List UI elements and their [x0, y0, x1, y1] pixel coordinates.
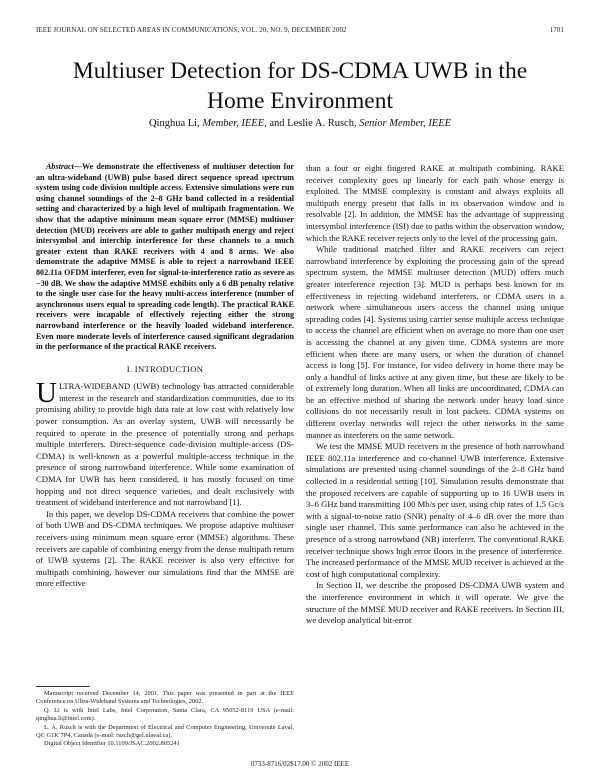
- section-number: I.: [126, 363, 133, 374]
- right-paragraph-2: While traditional matched filter and RAKE receivers can reject narrowband interference by exploiting the processing gain of the spread spectrum system, the MMSE multiuser detection (MUD) offers much greater interference rejection [3]. MUD is perhaps best known for its effectiveness in rejecting wideband interferers, or CDMA users in a network where simultaneous users access the channel using unique spreading codes [4]. Systems using carrier sense multiple access technique to access the channel are efficient when on average no more than one user is accessing the channel at any given time. CDMA systems are more efficient when there are many users, or when the duration of channel access is long [5]. For instance, for video delivery in home there may be only a handful of links active at any given time, but these are likely to be of extremely long duration. When all links are uncoordinated, CDMA can be an effective method of sharing the network under heavy load since collisions do not necessarily result in lost packets. CDMA systems on different overlay networks will reject the other networks in the same manner as interferers on the same network.: [306, 244, 564, 440]
- abstract-label: Abstract: [46, 162, 74, 171]
- title-line-2: Home Environment: [206, 88, 393, 114]
- intro-p1-text: (UWB) technology has attracted considerable interest in the research and standardization communities, due to its promising ability to provide high data rate at low cost with relatively low power consumption. As an overlay system, UWB will necessarily be required to operate in the presence of potentially strong and perhaps multiple interferers. Direct-sequence code-division multiple-access (DS-CDMA) is well-known as a powerful multiple-access technique in the presence of strong narrowband interference. While some examination of CDMA for UWB has been considered, it has mostly focused on time hopping and not direct sequence varieties, and dealt exclusively with treatment of wideband interference and not narrowband [1].: [36, 381, 294, 508]
- author-2: and Leslie A. Rusch,: [266, 118, 357, 129]
- abstract-text: —We demonstrate the effectiveness of multiuser detection for an ultra-wideband (UWB) pulse based direct sequence spread spectrum system using code division multiple access. Extensive simulations were run using channel soundings of the 2–8 GHz band collected in a residential setting and characterized by a high level of multipath fragmentation. We show that the adaptive minimum mean square error (MMSE) multiuser detection (MUD) receivers are able to gather multipath energy and reject intersymbol and interchip interference for these channels to a much greater extent than RAKE receivers with 4 and 8 arms. We also demonstrate the adaptive MMSE is able to reject a narrowband IEEE 802.11a OFDM interferer, even for signal-to-interference ratio as severe as −30 dB. We show the adaptive MMSE exhibits only a 6 dB penalty relative to the single user case for the heavy multi-access interference (number of asynchronous users equal to spreading code length). The practical RAKE receivers were incapable of effectively rejecting either the strong narrowband interference or the heavily loaded wideband interference. Even more moderate levels of interference caused significant degradation in the performance of the practical RAKE receivers.: [36, 162, 294, 352]
- intro-paragraph-1: [36, 377, 294, 509]
- drop-cap: U: [36, 377, 57, 410]
- footnotes: [36, 686, 294, 749]
- paper-title: [40, 56, 560, 116]
- section-title-initial: I: [134, 363, 138, 374]
- abstract: [36, 162, 294, 353]
- page-number: 1701: [549, 26, 564, 34]
- footnote-author-1: Q. Li is with Intel Labs, Intel Corporation, Santa Clara, CA 95052-8119 USA (e-mail: qinghua.li@intel.com).: [36, 706, 294, 723]
- left-column: [36, 162, 294, 590]
- section-heading-introduction: [36, 364, 294, 376]
- author-1: Qinghua Li,: [148, 118, 200, 129]
- intro-paragraph-2: In this paper, we develop DS-CDMA receivers that combine the power of both UWB and DS-CDMA techniques. We propose adaptive multiuser receivers using minimum mean square error (MMSE) algorithms. These receivers are capable of combining energy from the dense multipath return of UWB systems [2]. The RAKE receiver is also very effective for multipath combining, however our simulations find that the MMSE are more effective: [36, 508, 294, 589]
- right-paragraph-1: than a four or eight fingered RAKE at multipath combining. RAKE receiver complexity goes up linearly for each path whose energy is exploited. The MMSE complexity is constant and always exploits all multipath energy present that falls in its observation window and is resolvable [2]. In addition, the MMSE has the advantage of suppressing intersymbol interference (ISI) due to paths within the observation window, which the RAKE receiver rejects only to the level of the processing gain.: [306, 163, 564, 243]
- copyright-footer: 0733-8716/02$17.00 © 2002 IEEE: [250, 760, 350, 768]
- title-line-1: Multiuser Detection for DS-CDMA UWB in the: [72, 58, 528, 84]
- section-title-rest: NTRODUCTION: [137, 363, 204, 374]
- right-column: [306, 163, 564, 627]
- author-2-role: Senior Member, IEEE: [359, 118, 452, 129]
- running-header: [36, 26, 564, 34]
- footnote-manuscript: Manuscript received December 14, 2001. This paper was presented in part at the IEEE Conference on Ultra-Wideband Systems and Technologies, 2002.: [36, 690, 294, 706]
- intro-lead-word: LTRA-WIDEBAND: [58, 381, 131, 392]
- journal-name: IEEE JOURNAL ON SELECTED AREAS IN COMMUNICATIONS, VOL. 20, NO. 9, DECEMBER 2002: [36, 26, 347, 34]
- right-paragraph-4: In Section II, we describe the proposed DS-CDMA UWB system and the interference environment in which it will operate. We give the structure of the MMSE MUD receiver and RAKE receivers. In Section III, we develop analytical bit-error: [306, 580, 564, 626]
- footnote-rule: [36, 686, 90, 687]
- footnote-doi: Digital Object Identifier 10.1109/JSAC.2002.805241: [44, 740, 180, 748]
- right-paragraph-3: We test the MMSE MUD receivers in the presence of both narrowband IEEE 802.11a interference and co-channel UWB interference. Extensive simulations are presented using channel soundings of the 2–8 GHz band collected in a residential setting [10]. Simulation results demonstrate that the proposed receivers are capable of supporting up to 16 UWB users in 3–6 GHz band transmitting 100 Mb/s per user, using chip rates of 1.5 Gc/s with a signal-to-noise ratio (SNR) penalty of 4–6 dB over the more than single user channel. This same performance can also be achieved in the presence of a strong narrowband (NB) interferer. The conventional RAKE receiver technique shows high error floors in the presence of interference. The increased performance of the MMSE MUD receiver is achieved at the cost of high computational complexity.: [306, 441, 564, 579]
- author-line: [40, 118, 560, 129]
- footnote-author-2: L. A. Rusch is with the Department of Electrical and Computer Engineering, Université Laval, QC G1K 7P4, Canada (e-mail: rusch@gel.ulaval.ca).: [36, 723, 294, 740]
- author-1-role: Member, IEEE,: [202, 118, 267, 129]
